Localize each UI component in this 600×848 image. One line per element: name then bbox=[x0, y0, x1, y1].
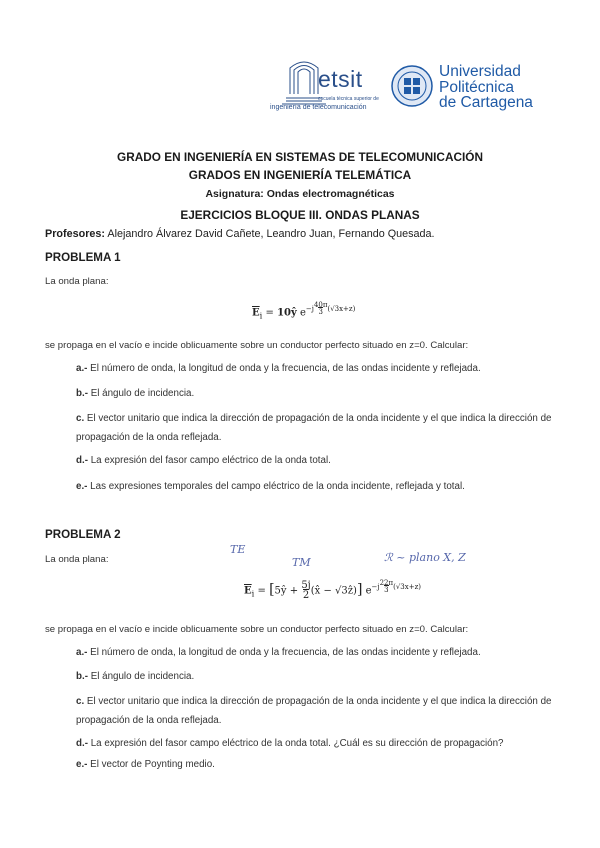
subject-title: Asignatura: Ondas electromagnéticas bbox=[205, 188, 395, 200]
handwritten-note-plane: ℛ ~ plano X, Z bbox=[384, 551, 466, 564]
degree-title: GRADO EN INGENIERÍA EN SISTEMAS DE TELECOMUNICACIÓN bbox=[117, 150, 483, 164]
problem-2-statement: se propaga en el vacío e incide oblicuamente sobre un conductor perfecto situado en z=0. Calcular: bbox=[45, 624, 469, 635]
professors-names: Alejandro Álvarez David Cañete, Leandro Juan, Fernando Quesada. bbox=[107, 228, 435, 240]
problem-1-formula: $\overline{E}_i$ = 10ŷ $e^{-j\frac{40\pi}{3}(√3x+z)}$ bbox=[252, 301, 356, 321]
block-title: EJERCICIOS BLOQUE III. ONDAS PLANAS bbox=[180, 208, 420, 222]
problem-2-item-c: c. El vector unitario que indica la dirección de propagación de la onda incidente y el que indica la dirección de propagación de la onda reflejada. bbox=[76, 696, 552, 726]
problem-1-item-e: e.- Las expresiones temporales del campo eléctrico de la onda incidente, reflejada y total. bbox=[76, 481, 465, 492]
problem-1-item-a: a.- El número de onda, la longitud de onda y la frecuencia, de las ondas incidente y reflejada. bbox=[76, 363, 481, 374]
professors-label: Profesores: bbox=[45, 228, 106, 240]
problem-2-intro: La onda plana: bbox=[45, 554, 109, 565]
problem-1-statement: se propaga en el vacío e incide oblicuamente sobre un conductor perfecto situado en z=0. Calcular: bbox=[45, 340, 469, 351]
upct-seal-icon bbox=[390, 64, 434, 108]
problem-1-item-d: d.- La expresión del fasor campo eléctrico de la onda total. bbox=[76, 455, 331, 466]
problem-1-intro: La onda plana: bbox=[45, 276, 109, 287]
problem-2-item-e: e.- El vector de Poynting medio. bbox=[76, 759, 215, 770]
professors-line bbox=[45, 228, 435, 240]
handwritten-note-te: TE bbox=[230, 543, 246, 556]
handwritten-note-tm: TM bbox=[292, 556, 311, 569]
problem-2-title: PROBLEMA 2 bbox=[45, 528, 121, 541]
etsit-logo-word: etsit bbox=[318, 66, 363, 92]
problem-2-item-b: b.- El ángulo de incidencia. bbox=[76, 671, 195, 682]
etsit-logo-subtitle: escuela técnica superior de bbox=[318, 96, 379, 102]
university-line: de Cartagena bbox=[439, 94, 533, 111]
problem-2-item-a: a.- El número de onda, la longitud de onda y la frecuencia, de las ondas incidente y reflejada. bbox=[76, 647, 481, 658]
problem-2-item-d: d.- La expresión del fasor campo eléctrico de la onda total. ¿Cuál es su dirección de propagación? bbox=[76, 738, 504, 749]
university-line: Universidad bbox=[439, 63, 521, 80]
degree-title-2: GRADOS EN INGENIERÍA TELEMÁTICA bbox=[188, 168, 412, 182]
etsit-logo-subtitle-2: ingeniería de telecomunicación bbox=[270, 104, 367, 111]
problem-1-item-b: b.- El ángulo de incidencia. bbox=[76, 388, 195, 399]
problem-2-formula: $\overline{E}_i$ = [5ŷ + $\frac{5j}{2}(x̂$ − √3ẑ)] $e^{-j\frac{22\pi}{3}(√3x+z)}$ bbox=[244, 579, 421, 601]
problem-1-title: PROBLEMA 1 bbox=[45, 251, 121, 264]
university-name bbox=[439, 64, 533, 111]
university-line: Politécnica bbox=[439, 78, 514, 96]
problem-1-item-c: c. El vector unitario que indica la dirección de propagación de la onda incidente y el que indica la dirección de propagación de la onda reflejada. bbox=[76, 413, 552, 443]
